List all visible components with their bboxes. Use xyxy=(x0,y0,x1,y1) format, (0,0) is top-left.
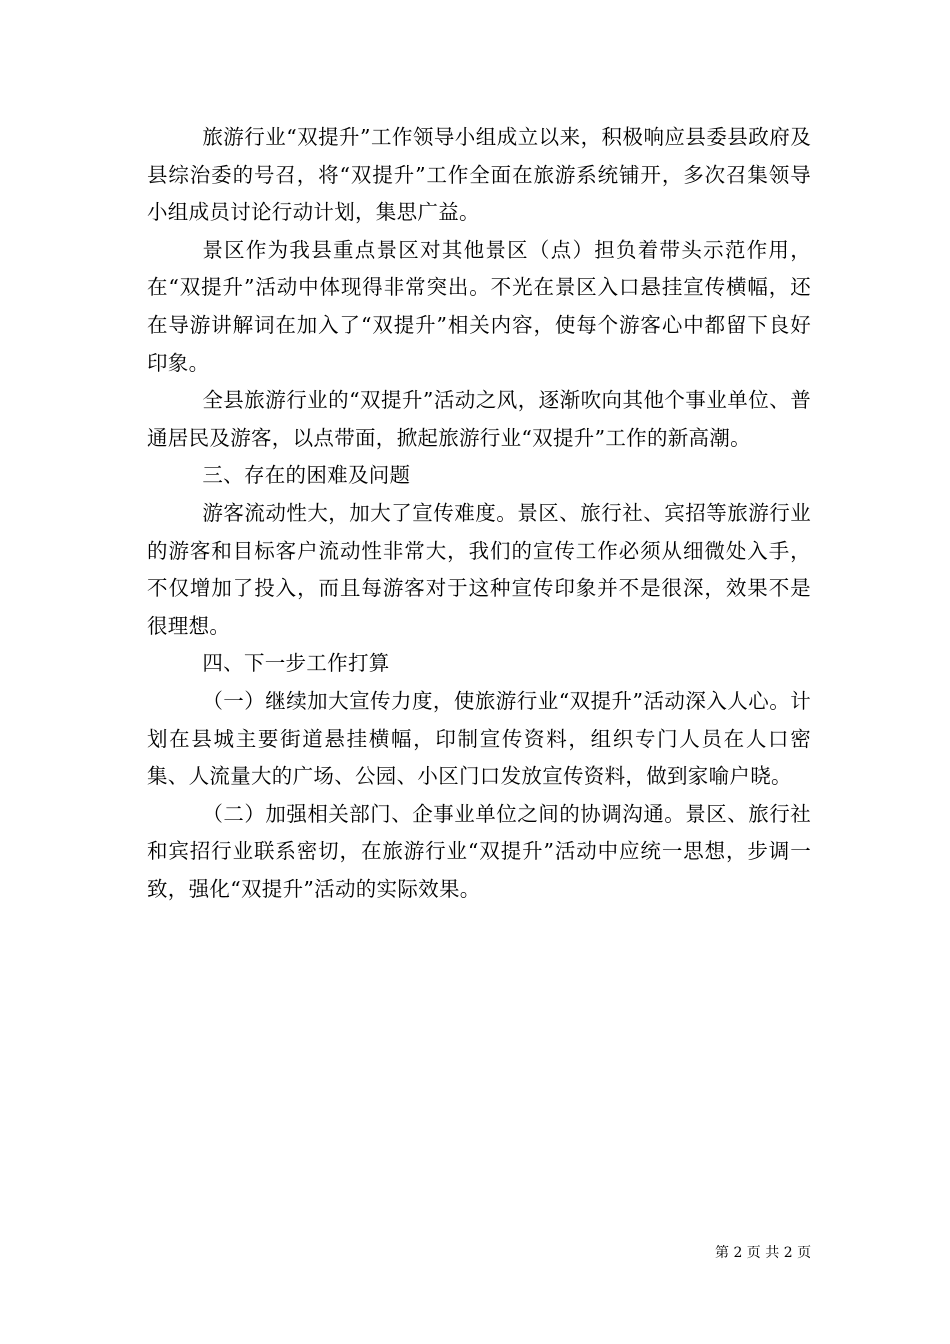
paragraph-next-step-one: （一）继续加大宣传力度，使旅游行业“双提升”活动深入人心。计划在县城主要街道悬挂横幅，印制宣传资料，组织专门人员在人口密集、人流量大的广场、公园、小区门口发放宣传资料，做到家喻户晓。 xyxy=(147,688,811,789)
paragraph-county-wide-activity: 全县旅游行业的“双提升”活动之风，逐渐吹向其他个事业单位、普通居民及游客，以点带面，掀起旅游行业“双提升”工作的新高潮。 xyxy=(147,388,811,450)
document-body xyxy=(147,119,811,908)
paragraph-tourist-mobility: 游客流动性大，加大了宣传难度。景区、旅行社、宾招等旅游行业的游客和目标客户流动性非常大，我们的宣传工作必须从细微处入手，不仅增加了投入，而且每游客对于这种宣传印象并不是很深，效果不是很理想。 xyxy=(147,500,811,638)
page-number-footer: 第 2 页 共 2 页 xyxy=(715,1245,812,1261)
paragraph-intro-leadership-group: 旅游行业“双提升”工作领导小组成立以来，积极响应县委县政府及县综治委的号召，将“双提升”工作全面在旅游系统铺开，多次召集领导小组成员讨论行动计划，集思广益。 xyxy=(147,125,811,225)
paragraph-scenic-area-demonstration: 景区作为我县重点景区对其他景区（点）担负着带头示范作用，在“双提升”活动中体现得非常突出。不光在景区入口悬挂宣传横幅，还在导游讲解词在加入了“双提升”相关内容，使每个游客心中都留下良好印象。 xyxy=(147,237,811,375)
section-heading-next-steps: 四、下一步工作打算 xyxy=(202,651,390,676)
paragraph-next-step-two: （二）加强相关部门、企事业单位之间的协调沟通。景区、旅行社和宾招行业联系密切，在旅游行业“双提升”活动中应统一思想，步调一致，强化“双提升”活动的实际效果。 xyxy=(147,801,811,901)
section-heading-difficulties: 三、存在的困难及问题 xyxy=(202,463,411,488)
